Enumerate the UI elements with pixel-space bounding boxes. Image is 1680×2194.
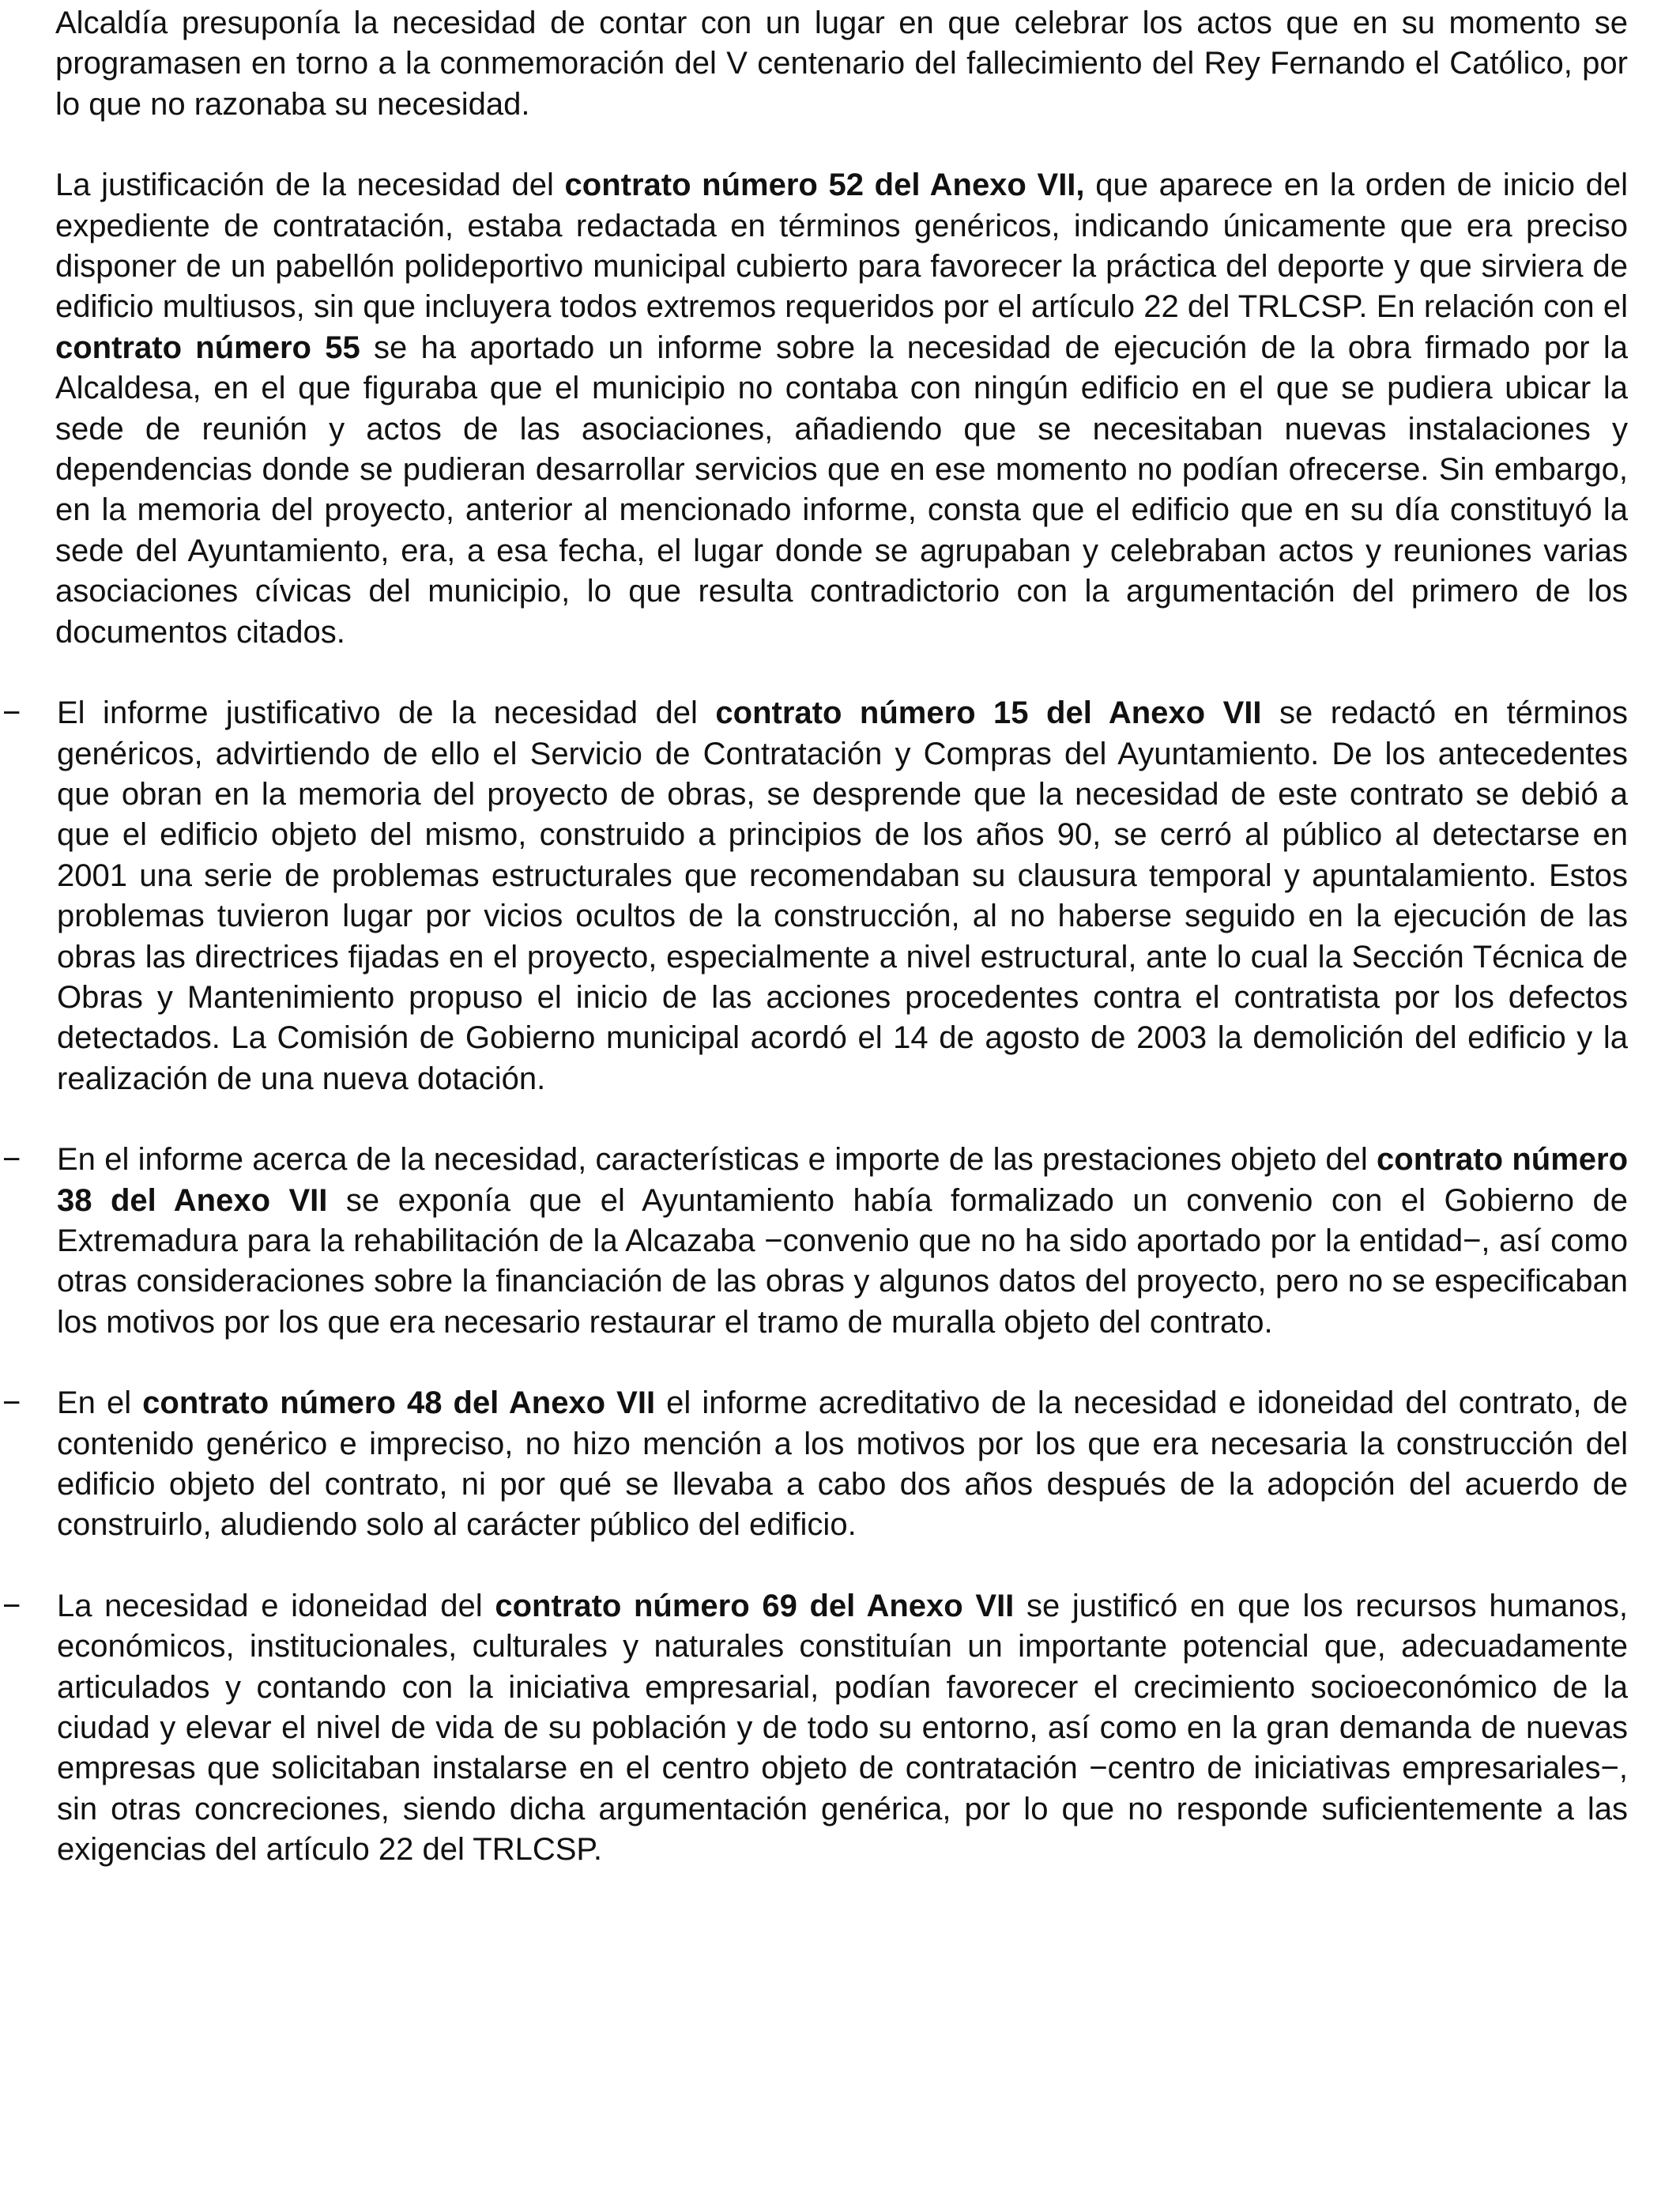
paragraph-text: Alcaldía presuponía la necesidad de contar con un lugar en que celebrar los actos que en su momento se programasen en torno a la conmemoración del V centenario del fallecimiento del Rey Fernando el Católico, por lo que no razonaba su necesidad. — [55, 6, 1628, 122]
paragraph-contrato-52-55 — [55, 165, 1628, 653]
bold-contract-ref: contrato número 52 del Anexo VII, — [564, 168, 1085, 203]
bullet-item-contrato-38 — [2, 1140, 1629, 1343]
text-run: que aparece en la orden de inicio del expediente de contratación, estaba redactada en términos genéricos, indicando únicamente que era preciso disponer de un pabellón polideportivo municipal cubierto para favorecer la práctica del deporte y que sirviera de edificio multiusos, sin que incluyera todos extremos requeridos por el artículo 22 del TRLCSP. En relación con el — [55, 168, 1629, 325]
paragraph-gap — [55, 1343, 1628, 1383]
text-run: La necesidad e idoneidad del — [57, 1588, 495, 1623]
paragraph-gap — [55, 653, 1628, 693]
paragraph-alcaldia — [55, 0, 1628, 125]
paragraph-gap — [55, 1546, 1628, 1586]
bold-contract-ref: contrato número 15 del Anexo VII — [715, 696, 1262, 731]
text-run: La justificación de la necesidad del — [55, 168, 565, 203]
bold-contract-ref: contrato número 38 del Anexo VII — [57, 1142, 1629, 1218]
text-run: El informe justificativo de la necesidad del — [57, 696, 716, 731]
bold-contract-ref: contrato número 55 — [55, 330, 360, 365]
text-run: el informe acreditativo de la necesidad e idoneidad del contrato, de contenido genérico e impreciso, no hizo mención a los motivos por los que era necesaria la construcción del edificio objeto del contrato, ni por qué se llevaba a cabo dos años después de la adopción del acuerdo de construirlo, aludiendo solo al carácter público del edificio. — [57, 1385, 1628, 1543]
dash-bullet-icon: − — [2, 696, 21, 731]
dash-bullet-icon: − — [2, 1385, 21, 1421]
text-run: se ha aportado un informe sobre la necesidad de ejecución de la obra firmado por la Alcaldesa, en el que figuraba que el municipio no contaba con ningún edificio en el que se pudiera ubicar la sede de reunión y actos de las asociaciones, añadiendo que se necesitaban nuevas instalaciones y dependencias donde se pudieran desarrollar servicios que en ese momento no podían ofrecerse. Sin embargo, en la memoria del proyecto, anterior al mencionado informe, consta que el edificio que en su día constituyó la sede del Ayuntamiento, era, a esa fecha, el lugar donde se agrupaban y celebraban actos y reuniones varias asociaciones cívicas del municipio, lo que resulta contradictorio con la argumentación del primero de los documentos citados. — [55, 330, 1629, 650]
bullet-item-contrato-15 — [2, 693, 1628, 1099]
dash-bullet-icon: − — [2, 1142, 21, 1178]
bullet-item-contrato-69 — [2, 1586, 1629, 1871]
text-run: se justificó en que los recursos humanos, económicos, institucionales, culturales y naturales constituían un importante potencial que, adecuadamente articulados y contando con la iniciativa empresarial, podían favorecer el crecimiento socioeconómico de la ciudad y elevar el nivel de vida de su población y de todo su entorno, así como en la gran demanda de nuevas empresas que solicitaban instalarse en el centro objeto de contratación −centro de iniciativas empresariales−, sin otras concreciones, siendo dicha argumentación genérica, por lo que no responde suficientemente a las exigencias del artículo 22 del TRLCSP. — [57, 1588, 1629, 1868]
bold-contract-ref: contrato número 69 del Anexo VII — [495, 1588, 1015, 1623]
text-run: se exponía que el Ayuntamiento había formalizado un convenio con el Gobierno de Extremadura para la rehabilitación de la Alcazaba −convenio que no ha sido aportado por la entidad−, así como otras consideraciones sobre la financiación de las obras y algunos datos del proyecto, pero no se especificaban los motivos por los que era necesario restaurar el tramo de muralla objeto del contrato. — [57, 1182, 1628, 1340]
document-page — [2, 0, 1629, 1871]
paragraph-gap — [55, 125, 1628, 165]
paragraph-gap — [55, 1099, 1628, 1140]
bold-contract-ref: contrato número 48 del Anexo VII — [142, 1385, 656, 1421]
text-run: En el — [57, 1385, 143, 1421]
text-run: se redactó en términos genéricos, advirtiendo de ello el Servicio de Contratación y Compras del Ayuntamiento. De los antecedentes que obran en la memoria del proyecto de obras, se desprende que la necesidad de este contrato se debió a que el edificio objeto del mismo, construido a principios de los años 90, se cerró al público al detectarse en 2001 una serie de problemas estructurales que recomendaban su clausura temporal y apuntalamiento. Estos problemas tuvieron lugar por vicios ocultos de la construcción, al no haberse seguido en la ejecución de las obras las directrices fijadas en el proyecto, especialmente a nivel estructural, ante lo cual la Sección Técnica de Obras y Mantenimiento propuso el inicio de las acciones procedentes contra el contratista por los defectos detectados. La Comisión de Gobierno municipal acordó el 14 de agosto de 2003 la demolición del edificio y la realización de una nueva dotación. — [57, 696, 1628, 1096]
text-run: En el informe acerca de la necesidad, características e importe de las prestaciones objeto del — [57, 1142, 1377, 1178]
dash-bullet-icon: − — [2, 1588, 21, 1623]
bullet-item-contrato-48 — [2, 1383, 1628, 1546]
